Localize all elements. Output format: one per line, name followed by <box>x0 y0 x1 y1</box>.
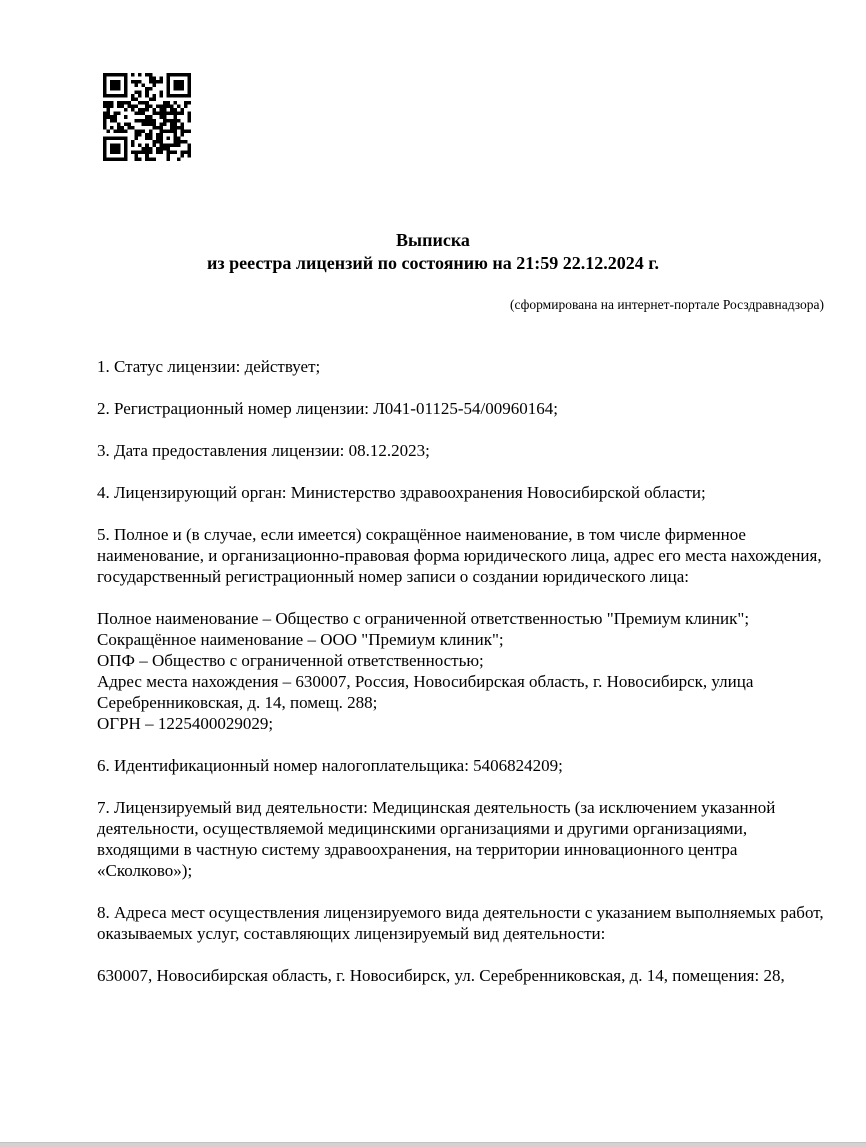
license-authority: 4. Лицензирующий орган: Министерство здравоохранения Новосибирской области; <box>97 483 706 502</box>
license-activity: 7. Лицензируемый вид деятельности: Медицинская деятельность (за исключением указанной деятельности, осуществляемой медицинскими организациями и другими организациями, входящими в частную систему здравоохранения, на территории инновационного центра «Сколково»); <box>97 798 776 880</box>
license-address-line: 630007, Новосибирская область, г. Новосибирск, ул. Серебренниковская, д. 14, помещения: 28, <box>97 966 785 985</box>
org-address: Адрес места нахождения – 630007, Россия, Новосибирская область, г. Новосибирск, улица Серебренниковская, д. 14, помещ. 288; <box>97 672 754 712</box>
license-addresses-intro: 8. Адреса мест осуществления лицензируемого вида деятельности с указанием выполняемых работ, оказываемых услуг, составляющих лицензируемый вид деятельности: <box>97 903 824 943</box>
org-short-name: Сокращённое наименование – ООО "Премиум клиник"; <box>97 630 504 649</box>
qr-code <box>103 73 191 161</box>
org-full-name: Полное наименование – Общество с ограниченной ответственностью "Премиум клиник"; <box>97 609 750 628</box>
document-body <box>97 356 827 1007</box>
license-org-details <box>97 608 827 734</box>
license-status: 1. Статус лицензии: действует; <box>97 357 321 376</box>
org-ogrn: ОГРН – 1225400029029; <box>97 714 274 733</box>
document-title <box>0 229 866 275</box>
license-inn: 6. Идентификационный номер налогоплательщика: 5406824209; <box>97 756 563 775</box>
org-legal-form: ОПФ – Общество с ограниченной ответственностью; <box>97 651 484 670</box>
document-note: (сформирована на интернет-портале Росздравнадзора) <box>509 297 824 312</box>
license-grant-date: 3. Дата предоставления лицензии: 08.12.2023; <box>97 441 430 460</box>
license-reg-number: 2. Регистрационный номер лицензии: Л041-01125-54/00960164; <box>97 399 558 418</box>
page-bottom-edge <box>0 1142 866 1147</box>
document-title-line1: Выписка <box>396 230 470 250</box>
document-title-line2: из реестра лицензий по состоянию на 21:59 22.12.2024 г. <box>207 253 659 273</box>
license-org-intro: 5. Полное и (в случае, если имеется) сокращённое наименование, в том числе фирменное наименование, и организационно-правовая форма юридического лица, адрес его места нахождения, государственный регистрационный номер записи о создании юридического лица: <box>97 525 822 586</box>
